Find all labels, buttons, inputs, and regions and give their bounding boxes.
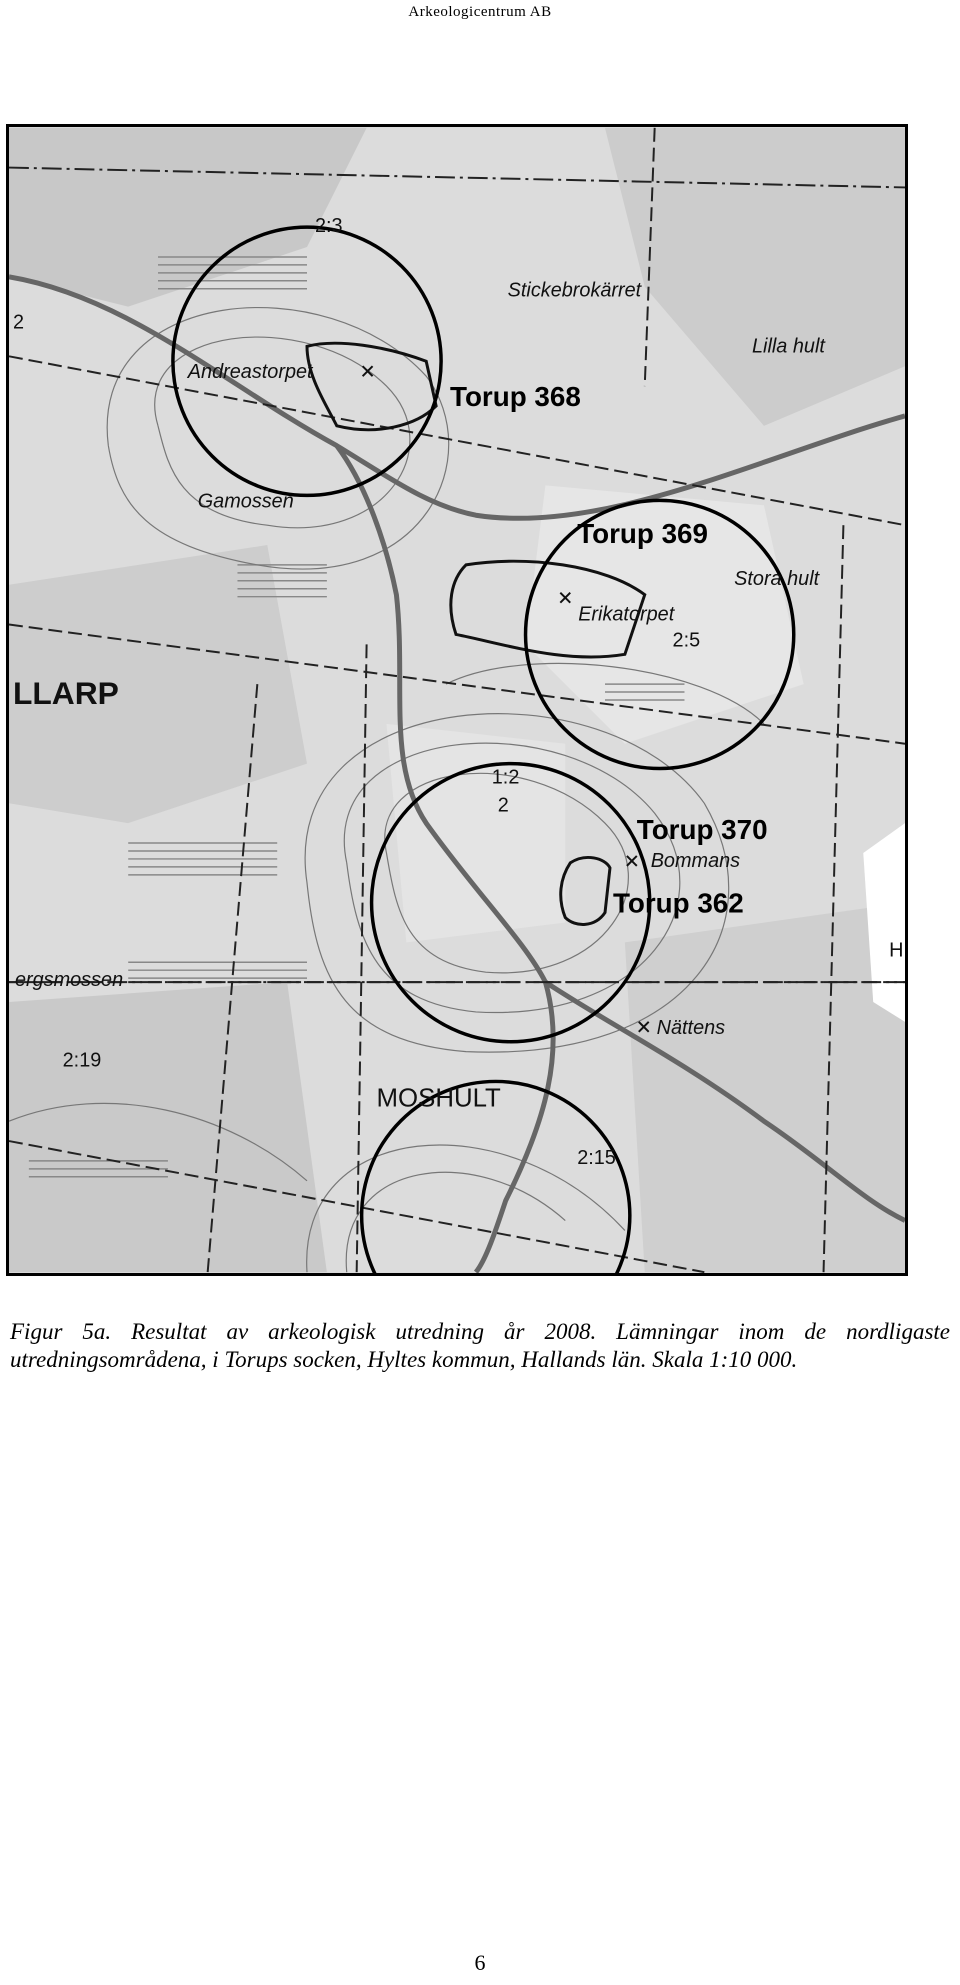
label-llarp: LLARP <box>12 674 119 711</box>
label-ergsmossen: ergsmossen <box>14 969 124 992</box>
label-erikatorpet: Erikatorpet <box>578 603 675 626</box>
parcel-2-5: 2:5 <box>672 629 701 652</box>
label-moshult: MOSHULT <box>376 1084 501 1113</box>
page-number: 6 <box>474 1950 486 1975</box>
parcel-2-19: 2:19 <box>62 1049 102 1072</box>
parcel-edge-h: H <box>889 939 904 962</box>
label-torup-370: Torup 370 <box>636 814 768 846</box>
parcel-2: 2 <box>12 311 25 334</box>
label-andreastorpet: Andreastorpet <box>187 361 313 384</box>
parcel-2-15: 2:15 <box>577 1146 616 1169</box>
label-torup-362: Torup 362 <box>612 887 744 919</box>
label-lilla-hult: Lilla hult <box>752 335 825 358</box>
parcel-2b: 2 <box>497 794 509 817</box>
label-gamossen: Gamossen <box>197 490 294 513</box>
label-stora-hult: Stora hult <box>734 567 820 590</box>
running-header: Arkeologicentrum AB <box>408 4 552 20</box>
label-torup-368: Torup 368 <box>450 380 581 412</box>
parcel-1-2: 1:2 <box>491 766 520 789</box>
label-bommans: Bommans <box>650 849 741 872</box>
figure-caption: Figur 5a. Resultat av arkeologisk utredning år 2008. Lämningar inom de nordligaste utredningsområdena, i Torups socken, Hyltes kommun, Hallands län. Skala 1:10 000. <box>10 1319 950 1372</box>
label-torup-369: Torup 369 <box>577 518 708 550</box>
label-nattens: Nättens <box>656 1016 726 1039</box>
label-stickebrokarret: Stickebrokärret <box>507 279 642 302</box>
map-figure <box>6 124 908 1276</box>
parcel-2-3: 2:3 <box>314 215 343 238</box>
map-image <box>9 127 905 1273</box>
